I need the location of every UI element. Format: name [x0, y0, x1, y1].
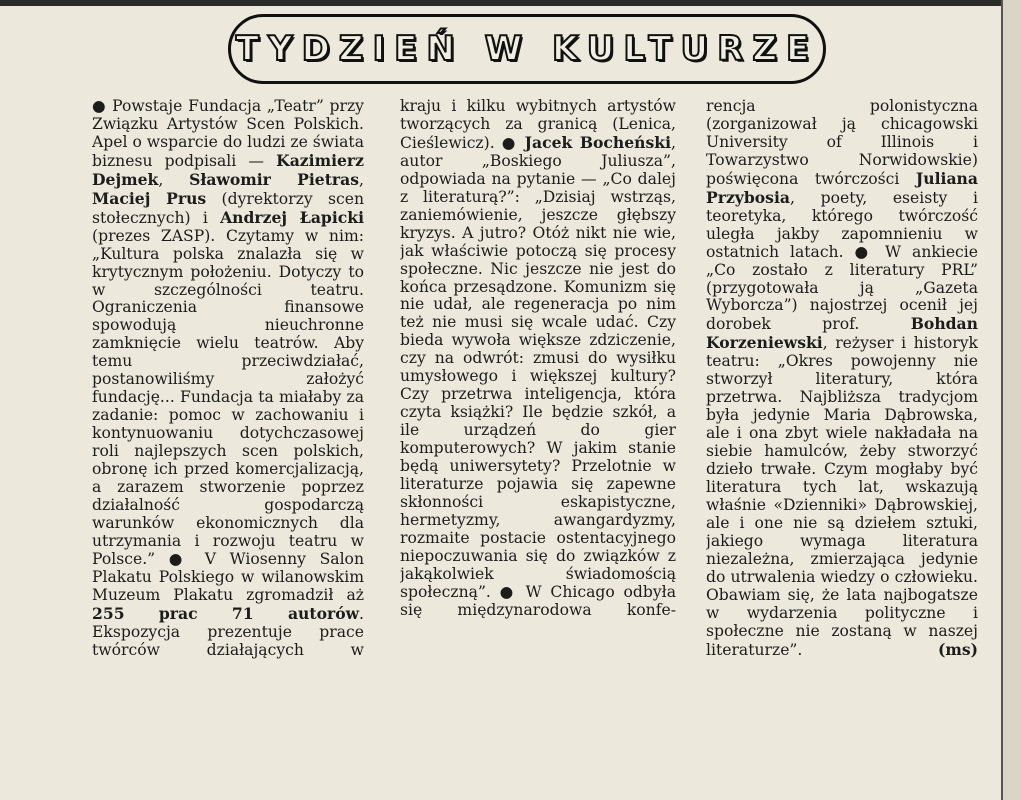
article-column-2	[400, 98, 676, 800]
article-columns	[92, 98, 992, 800]
article-column-1	[92, 98, 364, 800]
section-title: TYDZIEŃ W KULTURZE	[235, 29, 819, 69]
column-2-text: kraju i kilku wybitnych artystów tworzących za granicą (Lenica, Cieślewicz). ● Jacek Bocheński, autor „Boskiego Juliusza”, odpowiada na pytanie — „Co dalej z literaturą?”: „Dzisiaj wstrząs, zaniemówienie, jeszcze głębszy kryzys. A jutro? Otóż nikt nie wie, jak właściwie potoczą się procesy społeczne. Nic jeszcze nie jest do końca przesądzone. Komunizm się nie udał, ale regeneracja po nim też nie musi się wcale udać. Czy bieda wywoła większe zdziczenie, czy na odwrót: zmusi do wysiłku umysłowego i większej kultury? Czy przetrwa inteligencja, która czyta książki? Ile będzie szkół, a ile urządzeń do gier komputerowych? W jakim stanie będą uniwersytety? Przelotnie w literaturze pojawia się zapewne skłonności eskapistyczne, hermetyzmy, awangardyzmy, rozmaite postacie ostentacyjnego niepoczuwania się do związków z jakąkolwiek świadomością społeczną”. ● W Chicago odbyła się międzynarodowa konfe-	[400, 98, 676, 619]
adjacent-page-edge	[1001, 0, 1021, 800]
article-column-3	[706, 98, 978, 800]
column-3-text: rencja polonistyczna (zorganizował ją chicagowski University of Illinois i Towarzystwo Norwidowskie) poświęcona twórczości Juliana Przybosia, poety, eseisty i teoretyka, którego twórczość uległa jakby zapomnieniu w ostatnich latach. ● W ankiecie „Co zostało z literatury PRL” (przygotowała ją „Gazeta Wyborcza”) najostrzej ocenił jej dorobek prof. Bohdan Korzeniewski, reżyser i historyk teatru: „Okres powojenny nie stworzył literatury, która przetrwa. Najbliższa tradycjom była jedynie Maria Dąbrowska, ale i ona zbyt wiele nakładała na siebie hamulców, żeby stworzyć dzieło trwałe. Czym mogłaby być literatura tych lat, wskazują właśnie «Dzienniki» Dąbrowskiej, ale i one nie są dziełem sztuki, jakiego wymaga literatura niezależna, zmierzająca jedynie do utrwalenia wiedzy o człowieku. Obawiam się, że lata najbogatsze w wydarzenia polityczne i społeczne nie zostaną w naszej literaturze”. (ms)	[706, 98, 978, 659]
column-1-text: ● Powstaje Fundacja „Teatr” przy Związku Artystów Scen Polskich. Apel o wsparcie do ludzi ze świata biznesu podpisali — Kazimierz Dejmek, Sławomir Pietras, Maciej Prus (dyrektorzy scen stołecznych) i Andrzej Łapicki (prezes ZASP). Czytamy w nim: „Kultura polska znalazła się w krytycznym położeniu. Dotyczy to w szczególności teatru. Ograniczenia finansowe spowodują nieuchronne zamknięcie wielu teatrów. Aby temu przeciwdziałać, postanowiliśmy założyć fundację... Fundacja ta miałaby za zadanie: pomoc w zachowaniu i kontynuowaniu dotychczasowej roli najlepszych scen polskich, obronę ich przed komercjalizacją, a zarazem stworzenie poprzez działalność gospodarczą warunków ekonomicznych dla utrzymania i rozwoju teatru w Polsce.” ● V Wiosenny Salon Plakatu Polskiego w wilanowskim Muzeum Plakatu zgromadził aż 255 prac 71 autorów. Ekspozycja prezentuje prace twórców działających w	[92, 98, 364, 659]
top-rule	[0, 0, 1021, 6]
section-header	[228, 14, 826, 84]
